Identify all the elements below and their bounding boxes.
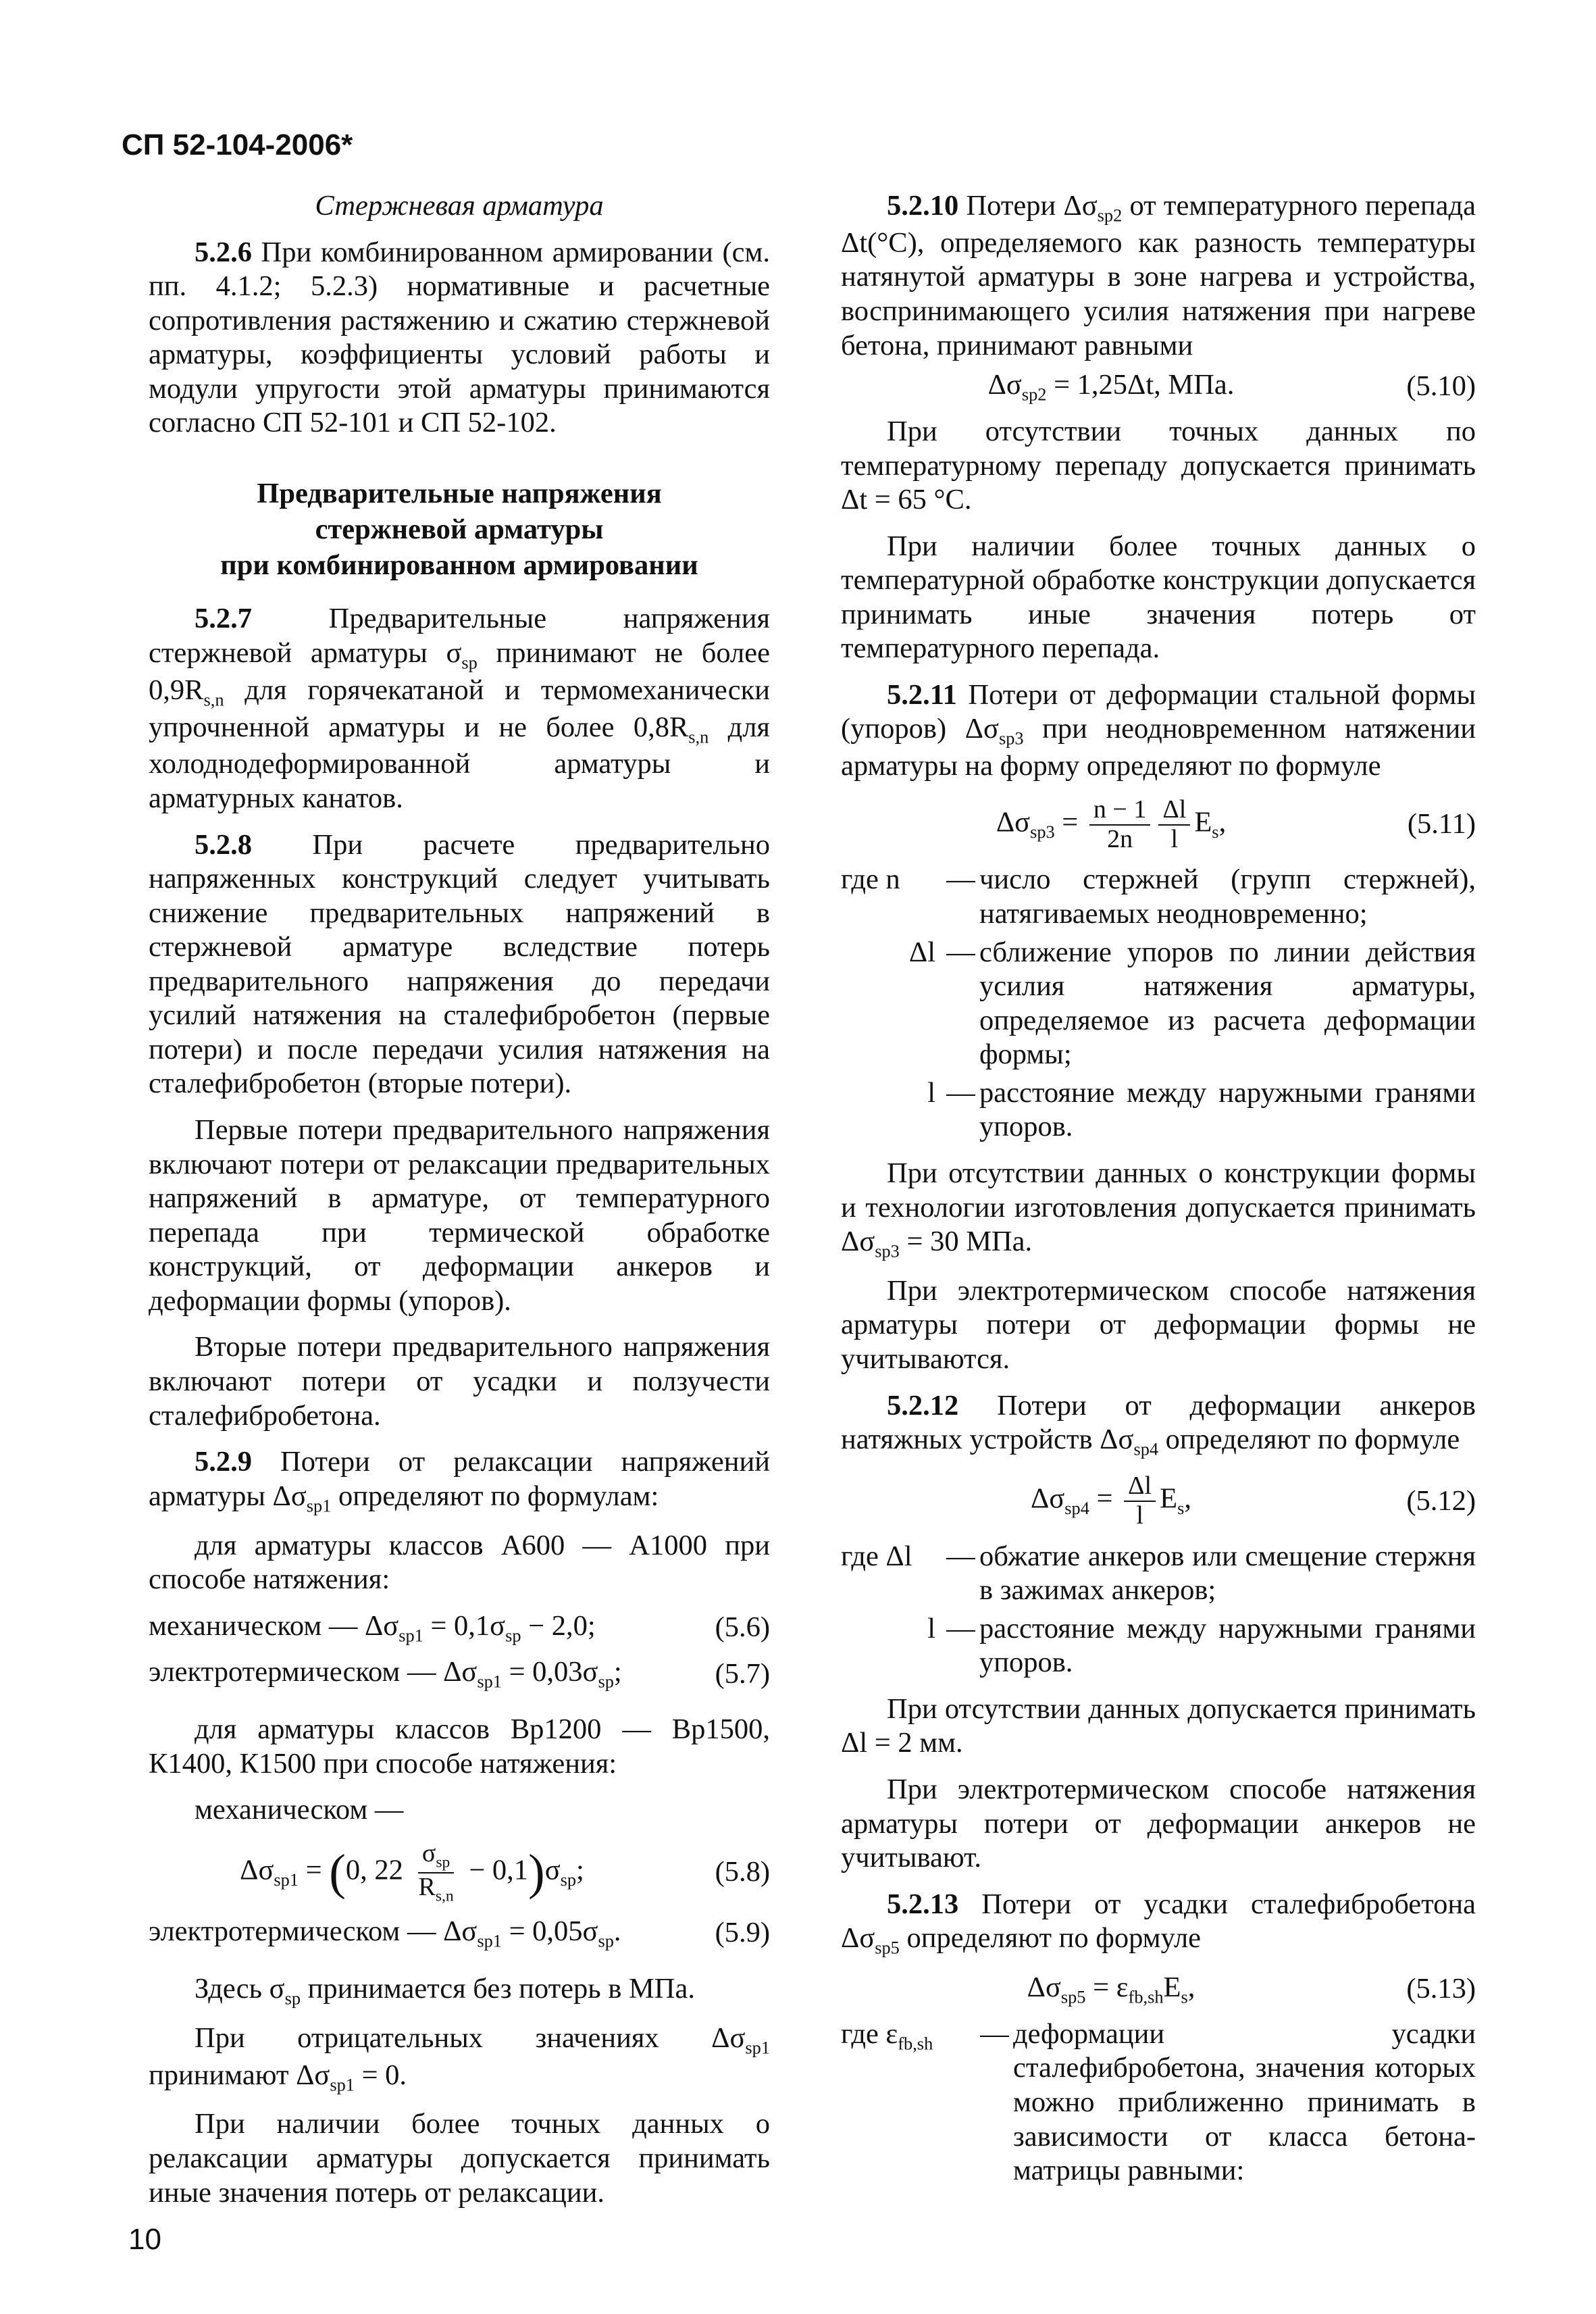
formula-5-6: [149, 1609, 770, 1646]
numerator: n − 1: [1089, 796, 1150, 826]
subscript: sp: [436, 1853, 451, 1871]
text-part: для горячекатаной и термомеханически упрочненной арматуры и не более 0,8R: [149, 674, 770, 743]
paren-open: (: [329, 1844, 346, 1901]
clause-text: При комбинированном армировании (см. пп. 4.1.2; 5.2.3) нормативные и расчетные сопротивления растяжению и сжатию стержневой арматуры, коэффициенты условий работы и модули упругости этой арматуры принимаются согласно СП 52-101 и СП 52-102.: [149, 236, 770, 439]
paragraph-electro-anchor: При электротермическом способе натяжения арматуры потери от деформации анкеров не учитывают.: [841, 1773, 1476, 1874]
dash: —: [946, 936, 975, 968]
definitions-5-12: [841, 1540, 1476, 1680]
clause-5-2-6: [149, 236, 770, 441]
numerator: [418, 1840, 454, 1873]
dash: —: [946, 1612, 975, 1644]
clause-number: 5.2.11: [887, 678, 957, 711]
subscript: sp3: [1030, 822, 1055, 842]
clause-5-2-10: [841, 189, 1476, 363]
subscript: sp2: [1021, 384, 1047, 405]
clause-number: 5.2.10: [887, 190, 959, 222]
text-part: определяют по формуле: [899, 1922, 1202, 1955]
formula-part: σ: [544, 1854, 561, 1886]
formula-part: 0, 22: [345, 1854, 403, 1886]
clause-number: 5.2.9: [195, 1446, 252, 1478]
formula-body: [149, 1915, 675, 1952]
definition-row: [841, 2017, 1476, 2188]
definition-row: [841, 936, 1476, 1072]
formula-part: Δσ: [240, 1854, 274, 1886]
formula-part: электротермическом — Δσ: [149, 1915, 478, 1947]
paragraph-no-temp-data: При отсутствии точных данных по температурному перепаду допускается принимать Δt = 65 °C.: [841, 415, 1476, 516]
definition-term: l: [927, 1076, 935, 1109]
formula-number: (5.12): [1406, 1484, 1476, 1517]
definition-row: [841, 1612, 1476, 1680]
subscript: sp1: [306, 1496, 332, 1516]
text-part: при неодновременном натяжении арматуры на форму определяют по формуле: [841, 713, 1476, 782]
subscript: sp1: [398, 1626, 423, 1646]
clause-number: 5.2.8: [195, 828, 252, 861]
numerator: Δl: [1158, 796, 1190, 826]
formula-5-9: [149, 1915, 770, 1952]
formula-part: R: [418, 1872, 436, 1901]
formula-body: [149, 1655, 675, 1692]
formula-5-12: [841, 1472, 1476, 1530]
formula-number: (5.10): [1406, 370, 1476, 403]
label-mechanical: механическом —: [195, 1794, 404, 1826]
subscript: sp: [560, 1869, 577, 1890]
text-part: Потери от деформации стальной формы (упоров) Δσ: [841, 678, 1476, 745]
page-number: 10: [128, 2223, 161, 2256]
clause-5-2-11: [841, 678, 1476, 784]
formula-part: = ε: [1085, 1971, 1129, 2004]
clause-5-2-9: [149, 1445, 770, 1516]
formula-part: − 0,1: [469, 1854, 529, 1886]
formula-number: (5.9): [715, 1917, 770, 1949]
formula-part: ;: [576, 1854, 584, 1886]
definition-term: где n: [841, 863, 900, 896]
formula-part: электротермическом — Δσ: [149, 1656, 478, 1688]
text-part: принимается без потерь в МПа.: [301, 1972, 695, 2005]
formula-part: механическом — Δσ: [149, 1609, 399, 1642]
subscript: sp1: [330, 2075, 355, 2095]
text-part: от температурного перепада Δt(°C), определяемого как разность температуры натянутой арматуры в зоне нагрева и устройства, воспринимающего усилия натяжения при нагреве бетона, принимают равными: [841, 190, 1476, 361]
formula-number: (5.11): [1407, 808, 1476, 840]
numerator: Δl: [1124, 1472, 1156, 1502]
paragraph-here: [149, 1972, 770, 2009]
fraction: [1158, 796, 1190, 854]
text-part: для холоднодеформированной арматуры и арматурных канатов.: [149, 711, 770, 814]
formula-number: (5.6): [715, 1611, 770, 1643]
clause-number: 5.2.7: [195, 603, 252, 635]
definition-term: Δl: [908, 936, 935, 968]
clause-5-2-12: [841, 1389, 1476, 1460]
definition-row: [841, 1540, 1476, 1608]
dash: —: [946, 1076, 975, 1109]
heading-line-2: стержневой арматуры: [315, 513, 604, 546]
clause-number: 5.2.13: [887, 1888, 959, 1920]
paragraph-no-form-data: [841, 1157, 1476, 1262]
text-part: Потери Δσ: [966, 190, 1098, 222]
formula-5-8: [149, 1840, 770, 1905]
text-part: Потери от релаксации напряжений арматуры Δσ: [149, 1446, 770, 1512]
formula-part: E: [1194, 806, 1212, 838]
definition-text: сближение упоров по линии действия усилия натяжения арматуры, определяемое из расчета деформации формы;: [979, 936, 1476, 1071]
formula-part: σ: [421, 1839, 436, 1867]
formula-part: Δσ: [996, 806, 1031, 838]
definition-row: [841, 863, 1476, 931]
subscript: sp: [505, 1626, 521, 1646]
right-column: [841, 189, 1476, 2200]
text-part: При отрицательных значениях Δσ: [195, 2021, 746, 2054]
fraction: [1089, 796, 1150, 854]
subscript: sp4: [1133, 1439, 1159, 1459]
formula-body: $\Delta\sigma_{sp3}$ = $\frac{n - 1}{2n}$ $\frac{\Delta l}{l}$ $E_s$,: [996, 795, 1227, 853]
formula-number: (5.8): [715, 1856, 770, 1888]
subscript: s: [1177, 1499, 1185, 1519]
subscript: sp: [461, 653, 478, 673]
clause-5-2-8: [149, 828, 770, 1102]
text-part: = 0.: [354, 2059, 407, 2091]
paragraph-no-anchor-data: При отсутствии данных допускается принимать Δl = 2 мм.: [841, 1692, 1476, 1759]
subscript: s: [1212, 822, 1219, 842]
paragraph-second-losses: Вторые потери предварительного напряжения включают потери от усадки и ползучести сталефибробетона.: [149, 1331, 770, 1432]
subscript: sp3: [875, 1241, 900, 1261]
formula-part: ,: [1187, 1971, 1195, 2004]
dash: —: [946, 1540, 975, 1572]
heading-line-1: Предварительные напряжения: [257, 477, 662, 509]
denominator: 2n: [1107, 824, 1133, 853]
text-part: Здесь σ: [195, 1972, 285, 2005]
text-part: При отсутствии данных о конструкции формы и технологии изготовления допускается принимать Δσ: [841, 1157, 1476, 1258]
formula-body: [841, 1971, 1381, 2008]
section-heading: [149, 476, 770, 583]
definition-text: расстояние между наружными гранями упоров.: [979, 1076, 1476, 1143]
text-part: Потери от усадки сталефибробетона Δσ: [841, 1888, 1476, 1955]
clause-text: При расчете предварительно напряженных конструкций следует учитывать снижение предварительных напряжений в стержневой арматуре вследствие потерь предварительного напряжения до передачи усилий натяжения на сталефибробетон (первые потери) и после передачи усилия натяжения на сталефибробетон (вторые потери).: [149, 828, 771, 1100]
formula-part: Δσ: [987, 369, 1022, 401]
paragraph-first-losses: Первые потери предварительного напряжения включают потери от релаксации предварительных напряжений в арматуре, от температурного перепада при термической обработке конструкций, от деформации анкеров и деформации формы (упоров).: [149, 1114, 770, 1317]
paragraph-classes-bp: для арматуры классов Вр1200 — Вр1500, К1400, К1500 при способе натяжения:: [149, 1713, 770, 1780]
formula-part: = 1,25Δt, МПа.: [1046, 369, 1235, 401]
heading-line-3: при комбинированном армировании: [220, 549, 698, 582]
subscript: s,n: [203, 690, 224, 710]
subscript: sp1: [274, 1869, 299, 1890]
formula-number: (5.13): [1406, 1973, 1476, 2005]
definition-row: [841, 1076, 1476, 1145]
definitions-5-11: [841, 863, 1476, 1145]
text-part: принимают не более 0,9R: [149, 636, 770, 706]
paragraph-negative: [149, 2021, 770, 2096]
subscript: sp3: [998, 728, 1024, 749]
subscript: sp: [598, 1931, 614, 1951]
text-part: = 30 МПа.: [899, 1226, 1033, 1258]
formula-part: Δσ: [1031, 1482, 1065, 1515]
definitions-5-13: [841, 2017, 1476, 2188]
formula-5-7: [149, 1655, 770, 1692]
formula-part: = 0,1σ: [423, 1609, 506, 1642]
text-part: Потери от деформации анкеров натяжных устройств Δσ: [841, 1389, 1476, 1456]
denominator: l: [1136, 1501, 1143, 1530]
text-part: Предварительные напряжения стержневой арматуры σ: [149, 603, 770, 669]
formula-part: = 0,05σ: [501, 1915, 598, 1947]
formula-body: [841, 368, 1381, 405]
definition-text: деформации усадки сталефибробетона, значения которых можно приближенно принимать в зависимости от класса бетона-матрицы равными:: [1013, 2017, 1476, 2187]
formula-part: − 2,0;: [521, 1609, 596, 1642]
subscript: sp5: [875, 1938, 900, 1958]
formula-body: $\Delta\sigma_{sp1} = (0$, 22 $\frac{\sigma_{sp}}{R_{s,n}}$ − $0,1)\sigma_{sp}$;: [240, 1839, 584, 1905]
clause-5-2-7: [149, 602, 770, 815]
paragraph-electro-form: При электротермическом способе натяжения арматуры потери от деформации формы не учитываются.: [841, 1274, 1476, 1376]
subscript: sp5: [1060, 1987, 1086, 2007]
formula-body: [149, 1609, 675, 1646]
formula-part: E: [1160, 1482, 1178, 1515]
text-part: определяют по формулам:: [331, 1480, 659, 1512]
subscript: sp4: [1064, 1499, 1089, 1519]
definition-term: l: [927, 1612, 935, 1644]
formula-number: (5.7): [715, 1657, 770, 1690]
denominator: [415, 1873, 458, 1906]
left-column: [149, 189, 770, 2222]
subscript: sp1: [477, 1931, 502, 1951]
formula-part: ;: [613, 1656, 622, 1688]
subscript: s,n: [435, 1887, 454, 1905]
paragraph-exact-temp-data: При наличии более точных данных о температурной обработке конструкции допускается принимать иные значения потерь от температурного перепада.: [841, 530, 1476, 665]
text-part: принимают Δσ: [149, 2059, 330, 2091]
paragraph-relaxation-exact: При наличии более точных данных о релаксации арматуры допускается принимать иные значения потерь от релаксации.: [149, 2108, 770, 2209]
document-code-header: СП 52-104-2006*: [122, 128, 353, 161]
subscript: fb,sh: [898, 2034, 933, 2054]
dash: —: [946, 863, 975, 896]
paren-close: ): [528, 1844, 545, 1901]
definition-term: [841, 2017, 976, 2188]
definition-text: обжатие анкеров или смещение стержня в зажимах анкеров;: [979, 1540, 1476, 1607]
formula-part: .: [613, 1915, 621, 1947]
paragraph-classes-a: для арматуры классов А600 — А1000 при способе натяжения:: [149, 1529, 770, 1596]
formula-5-10: [841, 368, 1476, 405]
clause-5-2-13: [841, 1888, 1476, 1959]
denominator: l: [1170, 824, 1179, 853]
formula-part: E: [1163, 1971, 1181, 2004]
fraction: [1124, 1472, 1156, 1530]
formula-part: Δσ: [1027, 1971, 1061, 2004]
fraction: [415, 1840, 458, 1905]
formula-part: = 0,03σ: [501, 1656, 598, 1688]
subscript: sp2: [1097, 205, 1123, 226]
definition-term: где Δl: [841, 1540, 912, 1572]
subscript: sp: [284, 1988, 301, 2009]
subscript: s: [1181, 1987, 1188, 2007]
term-text: где ε: [841, 2017, 898, 2050]
subscript: sp1: [745, 2038, 770, 2058]
dash: —: [980, 2017, 1009, 2050]
subheading-rod-reinforcement: Стержневая арматура: [315, 190, 604, 222]
subscript: sp1: [477, 1671, 502, 1692]
definition-text: число стержней (групп стержней), натягиваемых неодновременно;: [979, 863, 1476, 930]
formula-body: $\Delta\sigma_{sp4}$ = $\frac{\Delta l}{l}$ $E_s$,: [1031, 1472, 1191, 1530]
subscript: s,n: [688, 727, 709, 747]
formula-5-13: [841, 1971, 1476, 2008]
subscript: fb,sh: [1128, 1987, 1164, 2007]
clause-number: 5.2.12: [887, 1389, 959, 1422]
subscript: sp: [598, 1671, 614, 1692]
definition-text: расстояние между наружными гранями упоров.: [979, 1612, 1476, 1679]
text-part: определяют по формуле: [1158, 1424, 1460, 1456]
clause-number: 5.2.6: [195, 236, 252, 268]
formula-5-11: [841, 796, 1476, 854]
